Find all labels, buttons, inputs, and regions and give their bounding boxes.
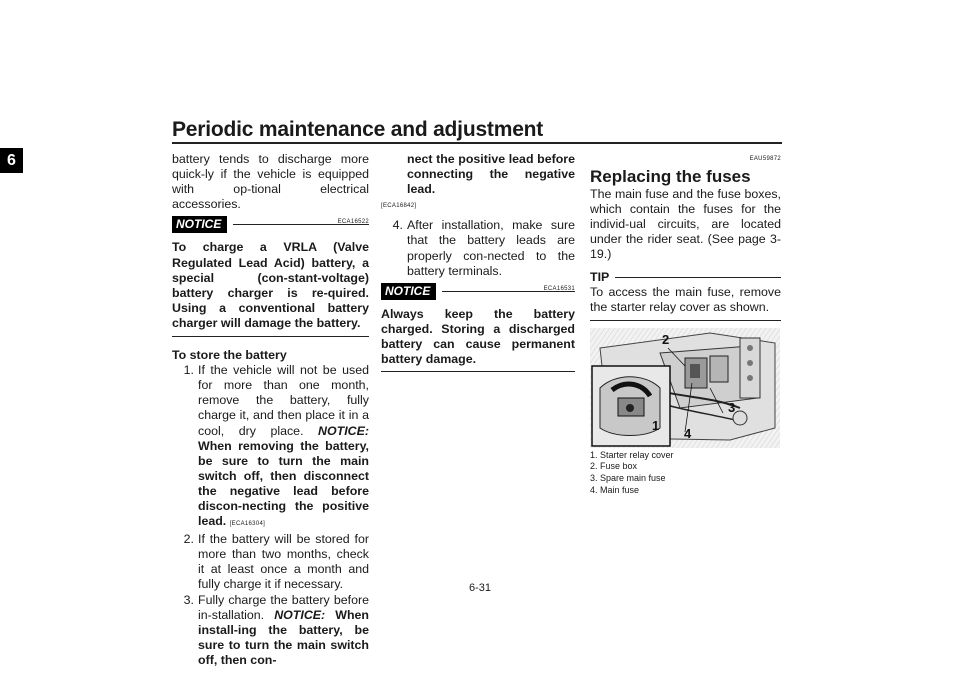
caption-item: 1. Starter relay cover <box>590 449 674 460</box>
fuse-location-figure <box>590 328 780 448</box>
figure-captions <box>590 450 781 496</box>
inline-notice-text: nect the positive lead before connecting the negative lead. <box>407 152 575 197</box>
inline-notice-code: [ECA16304] <box>229 521 266 528</box>
intro-paragraph: battery tends to discharge more quick-ly if the vehicle is equipped with op-tional electrical accessories. <box>172 152 369 212</box>
notice-code: ECA16531 <box>543 285 575 292</box>
inline-notice-label: NOTICE: <box>274 607 326 622</box>
step-number: 4. <box>392 218 403 233</box>
notice-code: ECA16522 <box>337 219 369 226</box>
storing-heading: To store the battery <box>172 348 287 363</box>
caption-item: 4. Main fuse <box>590 484 640 495</box>
step-text: If the vehicle will not be used for more than one month, remove the battery, fully charge it, and then place it in a cool, dry place. <box>198 363 369 438</box>
inline-notice-code: [ECA16842] <box>381 203 417 210</box>
caption-item: 2. Fuse box <box>590 461 638 472</box>
tip-box-bottom <box>590 320 781 321</box>
step-3 <box>172 593 369 668</box>
chapter-tab: 6 <box>0 148 23 173</box>
notice-box-bottom <box>172 336 369 337</box>
page-number: 6-31 <box>468 582 492 594</box>
notice-badge: NOTICE <box>172 216 227 233</box>
step-1 <box>172 363 369 532</box>
step-text: Fully charge the battery before in-stallation. <box>198 592 369 622</box>
step-number: 1. <box>183 363 194 378</box>
step-2 <box>172 532 369 592</box>
tip-text: To access the main fuse, remove the starter relay cover as shown. <box>590 284 781 314</box>
tip-label: TIP <box>590 269 610 284</box>
caption-item: 3. Spare main fuse <box>590 473 666 484</box>
section-code: EAU59872 <box>749 156 781 162</box>
inline-notice-text: When install-ing the battery, be sure to turn the main switch off, then con- <box>198 607 369 667</box>
inline-notice-label: NOTICE: <box>318 423 369 438</box>
section-body: The main fuse and the fuse boxes, which contain the fuses for the individ-ual circuits, are located under the rider seat. (See page 3-19.) <box>590 187 781 262</box>
inline-notice-text: When removing the battery, be sure to turn the main switch off, then disconnect the negative lead before discon-necting the positive lead. <box>198 438 369 529</box>
notice-box-bottom <box>381 371 575 372</box>
notice-text: Always keep the battery charged. Storing a discharged battery can cause permanent battery damage. <box>381 306 575 367</box>
callout-2: 2 <box>662 331 670 347</box>
tip-rule <box>615 277 781 278</box>
callout-4: 4 <box>684 425 692 441</box>
step-number: 2. <box>183 532 194 547</box>
column-2 <box>381 152 575 372</box>
column-1 <box>172 152 369 668</box>
step-3-continued <box>381 152 575 197</box>
step-number: 3. <box>183 592 194 607</box>
step-text: If the battery will be stored for more than two months, check it at least once a month and fully charge it if necessary. <box>198 532 369 592</box>
callout-3: 3 <box>728 399 736 415</box>
callout-1: 1 <box>652 417 660 433</box>
notice-badge: NOTICE <box>381 283 436 300</box>
column-3 <box>590 152 781 496</box>
notice-text: To charge a VRLA (Valve Regulated Lead Acid) battery, a special (con-stant-voltage) battery charger is re-quired. Using a conventional battery charger will damage the battery. <box>172 240 369 330</box>
step-text: After installation, make sure that the battery leads are properly con-nected to the battery terminals. <box>407 218 575 278</box>
page-header-title: Periodic maintenance and adjustment <box>172 118 544 141</box>
tip-header <box>590 270 781 285</box>
section-title: Replacing the fuses <box>590 167 751 187</box>
step-4 <box>381 218 575 278</box>
header-rule <box>172 142 782 144</box>
